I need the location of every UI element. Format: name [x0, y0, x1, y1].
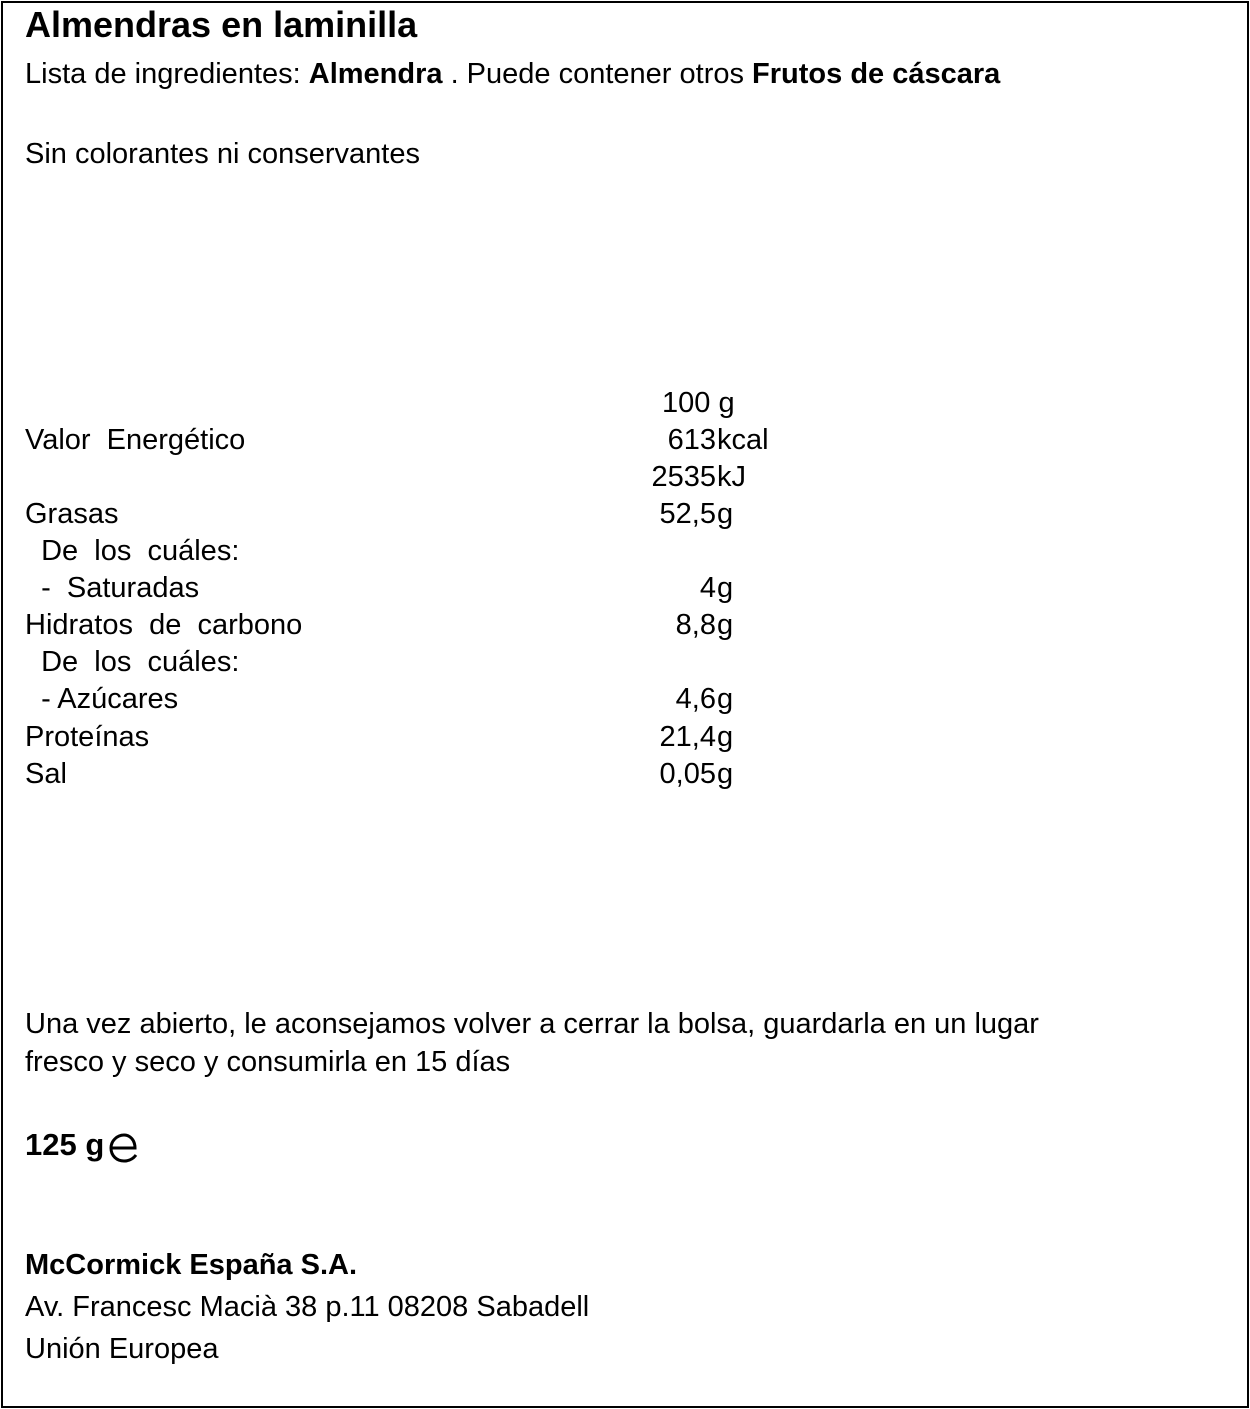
nutrition-value: 0,05 — [659, 758, 716, 790]
company-address: Av. Francesc Macià 38 p.11 08208 Sabadell — [25, 1291, 590, 1323]
company-name: McCormick España S.A. — [25, 1249, 357, 1281]
nutrition-unit: g — [717, 758, 734, 790]
nutrition-sublabel: De los cuáles: — [25, 646, 240, 678]
nutrition-value: 613 — [667, 424, 716, 456]
nutrition-label: Valor Energético — [25, 424, 246, 456]
net-weight-value: 125 g — [25, 1127, 105, 1162]
ingredients-line — [25, 57, 1000, 91]
nutrition-unit: g — [717, 572, 734, 604]
nutrition-label: Sal — [25, 758, 67, 790]
nutrition-label: Hidratos de carbono — [25, 609, 303, 641]
nutrition-value: 4 — [699, 572, 716, 604]
product-title: Almendras en laminilla — [25, 4, 418, 45]
nutrition-column-header: 100 g — [662, 387, 735, 419]
company-region: Unión Europea — [25, 1333, 219, 1365]
storage-text-line-2: fresco y seco y consumirla en 15 días — [25, 1046, 511, 1078]
nutrition-sublabel: De los cuáles: — [25, 535, 240, 567]
nutrition-value: 4,6 — [675, 683, 716, 715]
nutrition-value: 8,8 — [675, 609, 716, 641]
nutrition-unit: g — [717, 609, 734, 641]
nutrition-label: Proteínas — [25, 721, 150, 753]
nutrition-value: 2535 — [651, 461, 716, 493]
nutrition-label: Grasas — [25, 498, 119, 530]
nutrition-label: - Saturadas — [25, 572, 200, 604]
nutrition-unit: g — [717, 498, 734, 530]
estimated-sign-icon — [106, 1129, 142, 1165]
claim-text: Sin colorantes ni conservantes — [25, 138, 420, 170]
nutrition-value: 52,5 — [659, 498, 716, 530]
nutrition-unit: kcal — [717, 424, 769, 456]
nutrition-value: 21,4 — [659, 721, 716, 753]
nutrition-label: - Azúcares — [25, 683, 179, 715]
ingredient-main: Almendra — [308, 58, 443, 90]
ingredients-prefix: Lista de ingredientes: — [25, 58, 309, 90]
ingredients-middle: . Puede contener otros — [442, 58, 753, 90]
storage-text-line-1: Una vez abierto, le aconsejamos volver a cerrar la bolsa, guardarla en un lugar — [25, 1008, 1039, 1040]
net-weight — [25, 1128, 142, 1165]
nutrition-unit: g — [717, 721, 734, 753]
allergen-warning: Frutos de cáscara — [752, 58, 1001, 90]
nutrition-unit: kJ — [717, 461, 746, 493]
nutrition-unit: g — [717, 683, 734, 715]
